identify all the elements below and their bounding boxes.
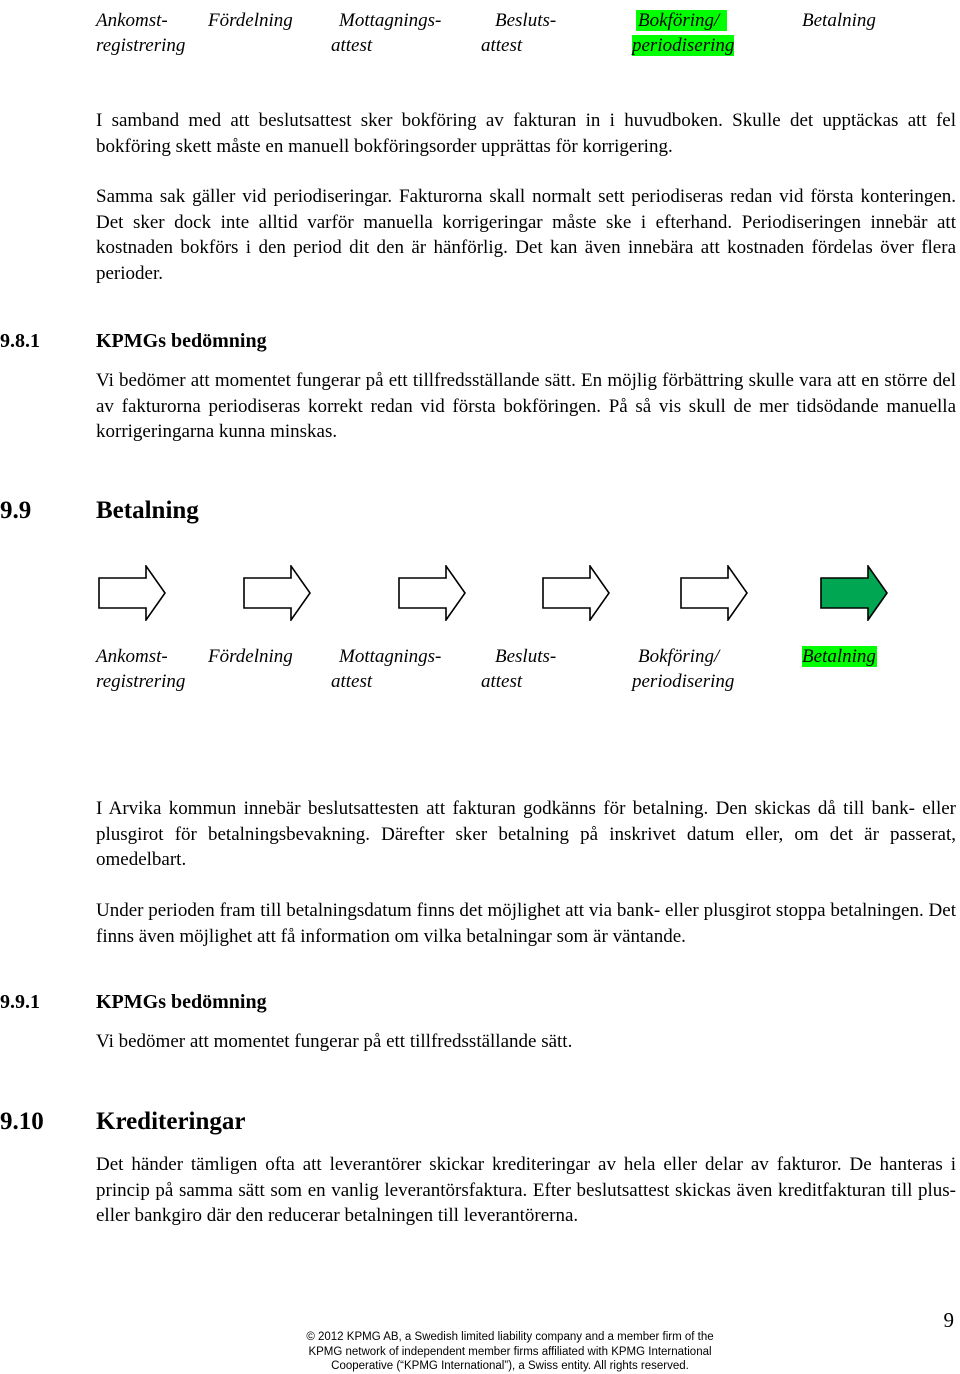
stage-fordelning [208, 8, 293, 33]
footer-line: KPMG network of independent member firms affiliated with KPMG International [308, 1345, 712, 1358]
stage-beslutsattest [481, 644, 556, 694]
section-99-paragraph-2: Under perioden fram till betalningsdatum finns det möjlighet att via bank- eller plusgirot stoppa betalningen. Det finns även möjlighet att få information om vilka betalningar som är väntande. [96, 900, 956, 947]
section-991-body: Vi bedömer att momentet fungerar på ett tillfredsställande sätt. [96, 1031, 573, 1052]
stage-label-line2: registrering [96, 35, 186, 56]
section-title: KPMGs bedömning [96, 991, 267, 1013]
stage-highlight: Betalning [802, 646, 876, 667]
stage-bokforing-periodisering [632, 644, 734, 694]
section-981-body: Vi bedömer att momentet fungerar på ett tillfredsställande sätt. En möjlig förbättring skulle vara att en större del av fakturorna periodiseras korrekt redan vid första bokföringen. På så vis skull de mer tidsödande manuella korrigeringarna kunna minskas. [96, 370, 956, 442]
stage-label-line1: Bokföring/ [638, 646, 720, 667]
stage-label-line1: Fördelning [208, 646, 293, 667]
stage-label-line1: Mottagnings- [339, 646, 442, 667]
section-number: 9.8.1 [0, 330, 40, 352]
arrow-right-icon [243, 565, 311, 621]
section-number: 9.10 [0, 1108, 44, 1135]
intro-paragraph-1: I samband med att beslutsattest sker bokföring av fakturan in i huvudboken. Skulle det upptäckas att fel bokföring skett måste en manuell bokföringsorder upprättas för korrigering. [96, 110, 956, 157]
arrow-right-icon [98, 565, 166, 621]
stage-label-line1: Besluts- [495, 10, 557, 31]
section-number: 9.9 [0, 497, 32, 524]
stage-label-line2: periodisering [632, 671, 735, 692]
page-number: 9 [943, 1308, 954, 1332]
section-99-paragraph-1: I Arvika kommun innebär beslutsattesten att fakturan godkänns för betalning. Den skickas då till bank- eller plusgirot för betalningsbevakning. Därefter sker betalning på inskrivet datum eller, om det är passerat, omedelbart. [96, 798, 956, 870]
intro-paragraph-2: Samma sak gäller vid periodiseringar. Fakturorna skall normalt sett periodiseras redan vid första konteringen. Det sker dock inte alltid varför manuella korrigeringar måste ske i efterhand. Periodiseringen innebär att kostnaden bokförs i den period dit den är hänförlig. Det kan även innebära att kostnaden fördelas över flera perioder. [96, 186, 956, 284]
stage-label-line1: Betalning [802, 10, 876, 31]
section-number: 9.9.1 [0, 991, 40, 1013]
stage-label-line2: attest [331, 671, 373, 692]
arrow-right-icon [398, 565, 466, 621]
footer-line: Cooperative (“KPMG International”), a Swiss entity. All rights reserved. [331, 1360, 689, 1372]
stage-label-line2: attest [481, 671, 523, 692]
stage-label-line1: Besluts- [495, 646, 557, 667]
stage-label-line1: Mottagnings- [339, 10, 442, 31]
footer-line: © 2012 KPMG AB, a Swedish limited liability company and a member firm of the [306, 1331, 714, 1343]
stage-fordelning [208, 644, 293, 669]
stage-mottagningsattest [331, 644, 441, 694]
stage-betalning [802, 644, 877, 669]
stage-highlight: Bokföring/ [636, 10, 727, 31]
stage-highlight: periodisering [632, 35, 735, 56]
stage-ankomst [96, 644, 185, 694]
stage-label-line2: registrering [96, 671, 186, 692]
stage-label-line2: attest [331, 35, 373, 56]
stage-label-line1 [802, 644, 877, 669]
stage-label-line2: attest [481, 35, 523, 56]
stage-bokforing-periodisering [632, 8, 734, 58]
section-title: Betalning [96, 497, 199, 524]
stage-label-line1 [632, 8, 734, 33]
stage-label-line1: Ankomst- [96, 646, 168, 667]
stage-mottagningsattest [331, 8, 441, 58]
stage-betalning [802, 8, 876, 33]
arrow-right-icon-active [820, 565, 888, 621]
section-title: Krediteringar [96, 1108, 246, 1135]
stage-label-line1: Ankomst- [96, 10, 168, 31]
stage-ankomst [96, 8, 185, 58]
arrow-right-icon [680, 565, 748, 621]
stage-beslutsattest [481, 8, 556, 58]
section-910-body: Det händer tämligen ofta att leverantörer skickar krediteringar av hela eller delar av fakturor. De hanteras i princip på samma sätt som en vanlig leverantörsfaktura. Efter beslutsattest skickas även kreditfakturan till plus- eller bankgiro där den reducerar betalningen till leverantörerna. [96, 1154, 956, 1226]
stage-label-line2 [632, 33, 734, 58]
stage-label-line1: Fördelning [208, 10, 293, 31]
page-footer [250, 1330, 770, 1374]
section-title: KPMGs bedömning [96, 330, 267, 352]
arrow-right-icon [542, 565, 610, 621]
